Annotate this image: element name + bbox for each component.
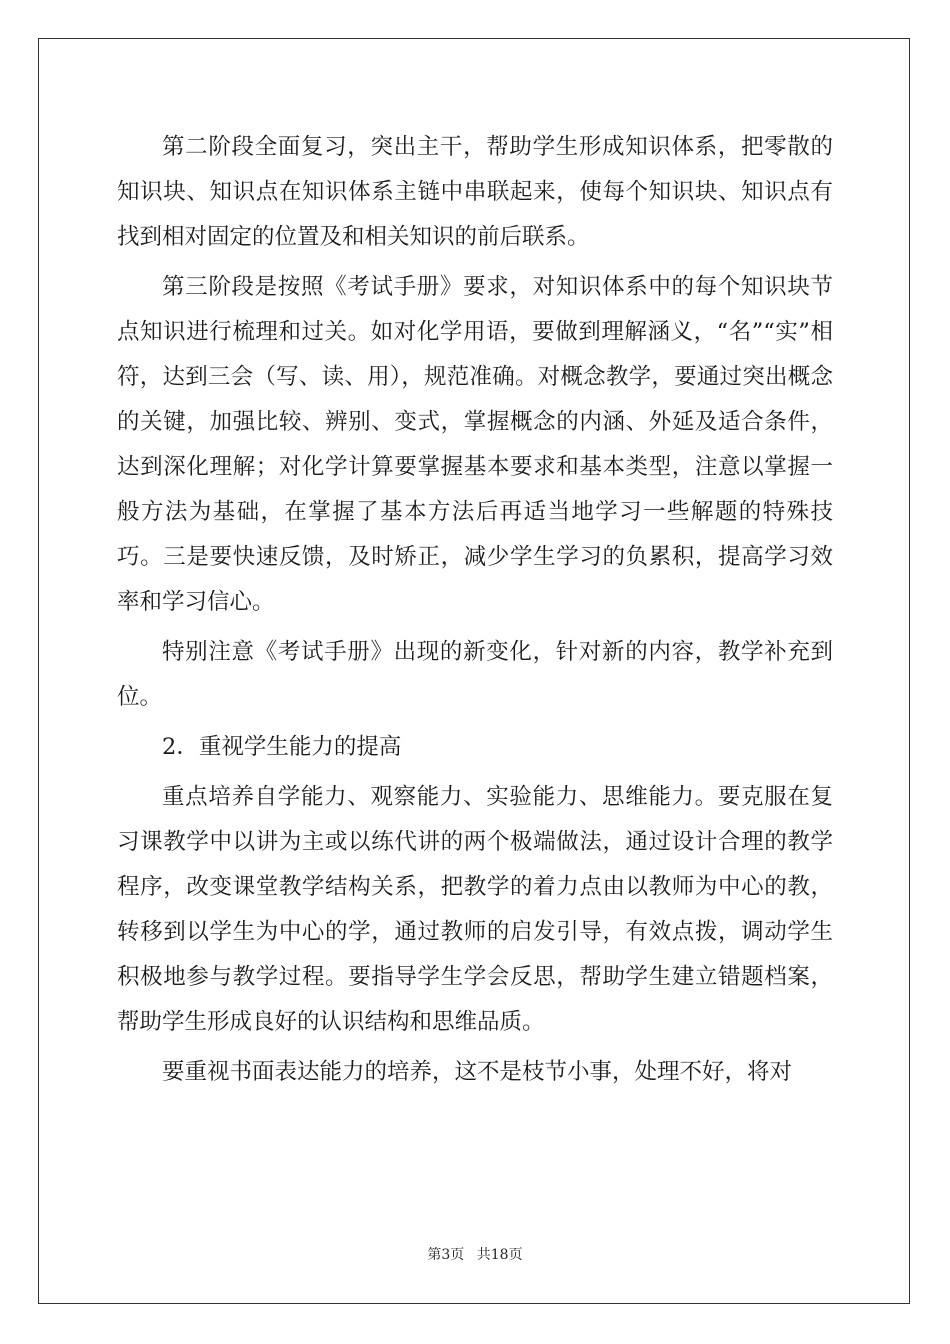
document-body [117,125,833,1100]
paragraph-handbook-note: 特别注意《考试手册》出现的新变化，针对新的内容，教学补充到位。 [117,639,833,710]
paragraph-written-expression: 要重视书面表达能力的培养，这不是枝节小事，处理不好，将对 [162,1059,793,1085]
paragraph-stage-three: 第三阶段是按照《考试手册》要求，对知识体系中的每个知识块节点知识进行梳理和过关。如对化学用语，要做到理解涵义，“名”“实”相符，达到三会（写、读、用），规范准确。对概念教学，要通过突出概念的关键，加强比较、辨别、变式，掌握概念的内涵、外延及适合条件，达到深化理解；对化学计算要掌握基本要求和基本类型，注意以掌握一般方法为基础，在掌握了基本方法后再适当地学习一些解题的特殊技巧。三是要快速反馈，及时矫正，减少学生学习的负累积，提高学习效率和学习信心。 [117,274,833,615]
page-footer [0,1244,950,1264]
paragraph-ability-training: 重点培养自学能力、观察能力、实验能力、思维能力。要克服在复习课教学中以讲为主或以练代讲的两个极端做法，通过设计合理的教学程序，改变课堂教学结构关系，把教学的着力点由以教师为中心的教，转移到以学生为中心的学，通过教师的启发引导，有效点拨，调动学生积极地参与教学过程。要指导学生学会反思，帮助学生建立错题档案，帮助学生形成良好的认识结构和思维品质。 [117,784,833,1035]
page-number: 第3页 [427,1247,465,1263]
section-heading-ability: 2．重视学生能力的提高 [162,734,402,760]
paragraph-stage-two: 第二阶段全面复习，突出主干，帮助学生形成知识体系，把零散的知识块、知识点在知识体系主链中串联起来，使每个知识块、知识点有找到相对固定的位置及和相关知识的前后联系。 [117,134,833,250]
page-total: 共18页 [476,1247,523,1263]
